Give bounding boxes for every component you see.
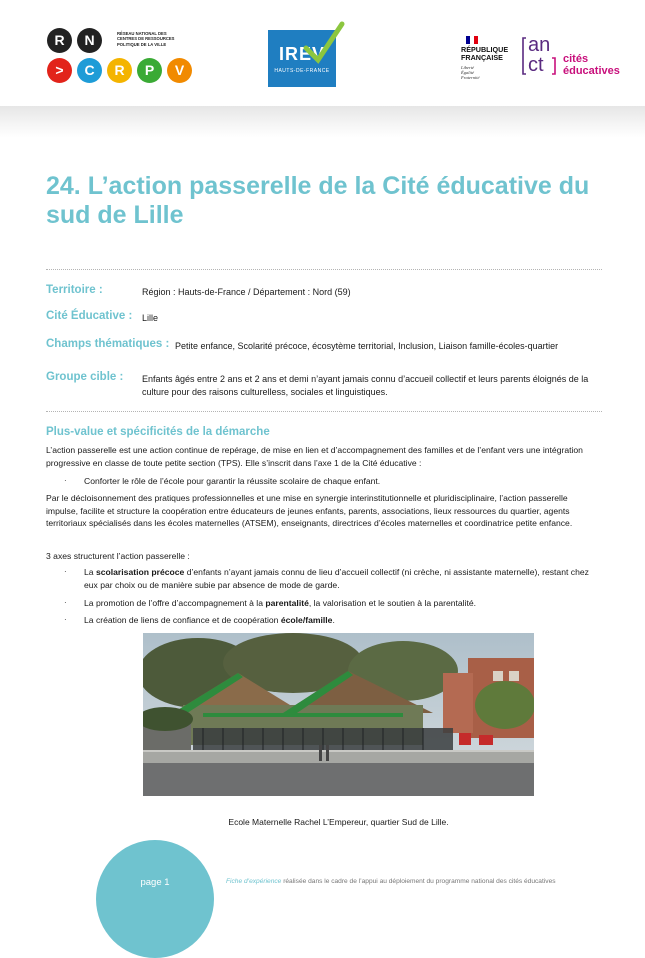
axis-bold: scolarisation précoce	[95, 567, 185, 577]
axis-item-3	[84, 614, 604, 627]
logo-letter-r: R	[47, 28, 72, 53]
irev-word: IREV	[278, 44, 325, 64]
axis-text: La	[84, 567, 96, 577]
field-label-champs: Champs thématiques :	[46, 338, 170, 350]
axis-text: , la valorisation et le soutien à la parentalité.	[308, 598, 477, 608]
cites-educatives-label: cités éducatives	[563, 53, 620, 77]
school-photo	[143, 633, 534, 796]
field-value-cite: Lille	[142, 313, 159, 323]
page-number: page 1	[140, 877, 170, 888]
footer-note	[226, 878, 556, 885]
field-value-territoire: Région : Hauts-de-France / Département : Nord (59)	[142, 287, 351, 297]
field-value-groupe: Enfants âgés entre 2 ans et 2 ans et demi n’ayant jamais connu d’accueil collectif et leurs parents éloignés de la culture pour des raisons culturelless, sociales et linguistiques.	[142, 374, 589, 397]
axis-text: .	[332, 615, 335, 625]
paragraph-decloisonnement: Par le décloisonnement des pratiques professionnelles et une mise en synergie interinstitutionnelle et pluridisciplinaire, l’action passerelle impulse, facilite et structure la coopération entre éducateurs de jeunes enfants, parents, associations, lieux ressources du quartier, agents territoriaux spécialisés dans les écoles maternelles (ATSEM), enseignants, directrices d’écoles maternelles et coordinatrice petite enfance.	[46, 493, 573, 528]
irev-check-icon	[300, 20, 346, 66]
footer-text: réalisée dans le cadre de l’appui au déploiement du programme national des cités éducatives	[281, 878, 556, 885]
axis-item-1	[84, 566, 604, 591]
axes-intro: 3 axes structurent l’action passerelle :	[46, 551, 190, 561]
rn-crpv-caption: RÉSEAU NATIONAL DES CENTRES DE RESSOURCES POLITIQUE DE LA VILLE	[117, 31, 175, 47]
header-shadow-band	[0, 106, 645, 138]
logo-letter-r2: R	[107, 58, 132, 83]
field-label-cite: Cité Éducative :	[46, 310, 133, 322]
rf-motto: Liberté Égalité Fraternité	[461, 65, 480, 80]
axis-text: d’enfants n’ayant jamais connu de lieu d’accueil collectif (ni crèche, ni assistante maternelle), restant chez eux par choix ou de manière subie par absence de mode de garde.	[84, 567, 589, 590]
french-flag-icon	[466, 36, 478, 44]
field-value-champs: Petite enfance, Scolarité précoce, écosytème territorial, Inclusion, Liaison famille-écoles-quartier	[175, 341, 559, 351]
intro-paragraph: L’action passerelle est une action continue de repérage, de mise en lien et d’accompagnement des familles et de l’enfant vers une intégration progressive en classe de toute petite section (TPS). Elle s’inscrit dans l’axe 1 de la Cité éducative :	[46, 445, 583, 468]
axis-bold: parentalité	[265, 598, 309, 608]
divider-bottom	[46, 411, 602, 412]
irev-subtitle: HAUTS-DE-FRANCE	[274, 68, 330, 74]
bullet-dot: ·	[64, 598, 67, 607]
section-title: Plus-value et spécificités de la démarche	[46, 426, 270, 438]
axis-text: La création de liens de confiance et de coopération	[84, 615, 281, 625]
field-label-territoire: Territoire :	[46, 284, 103, 296]
page-title: 24. L’action passerelle de la Cité éducative du sud de Lille	[46, 172, 590, 229]
bullet-dot: ·	[64, 567, 67, 576]
anct-word-bottom: ct	[528, 54, 544, 76]
logo-letter-v: V	[167, 58, 192, 83]
field-label-groupe: Groupe cible :	[46, 371, 124, 383]
bullet-dot: ·	[64, 476, 67, 485]
footer-em: Fiche d’expérience	[226, 878, 282, 885]
bullet-item-conforter: Conforter le rôle de l’école pour garantir la réussite scolaire de chaque enfant.	[84, 476, 381, 486]
axis-text: La promotion de l’offre d’accompagnement à la	[84, 598, 266, 608]
page-header	[0, 0, 645, 106]
logo-letter-c: C	[77, 58, 102, 83]
page-circle	[96, 840, 214, 958]
anct-word-top: an	[528, 34, 551, 56]
logo-letter-p: P	[137, 58, 162, 83]
photo-caption: Ecole Maternelle Rachel L’Empereur, quartier Sud de Lille.	[228, 817, 449, 827]
axis-bold: école/famille	[280, 615, 333, 625]
divider-top	[46, 269, 602, 270]
rf-title: RÉPUBLIQUE FRANÇAISE	[461, 45, 509, 62]
bullet-dot: ·	[64, 615, 67, 624]
logo-letter-n: N	[77, 28, 102, 53]
axis-item-2	[84, 597, 604, 610]
logo-arrow: >	[47, 58, 72, 83]
